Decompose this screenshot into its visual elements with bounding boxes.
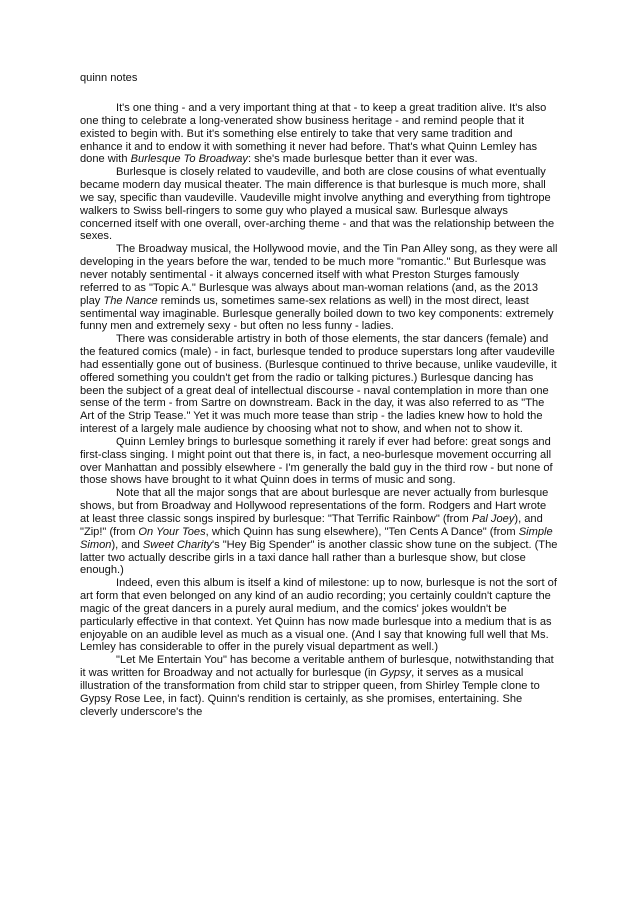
paragraph-text: ), and	[111, 538, 143, 551]
document-title: quinn notes	[80, 72, 138, 84]
paragraph-text: : she's made burlesque better than it ever was.	[247, 153, 478, 166]
italic-title: Simple Simon	[80, 525, 553, 551]
italic-title: The Nance	[103, 294, 158, 307]
italic-title: Burlesque To Broadway	[130, 153, 248, 166]
document-body	[80, 102, 558, 719]
paragraph-text: There was considerable artistry in both of those elements, the star dancers (female) and the featured comics (male) - in fact, burlesque tended to produce superstars long after vaudeville had essentially gone out of business. (Burlesque continued to thrive because, unlike vaudeville, it offered something you couldn't get from the radio or talking pictures.) Burlesque dancing has been the subject of a great deal of intellectual discourse - naval contemplation in more than one sense of the term - from Sartre on downstream. Back in the day, it was also referred to as "The Art of the Strip Tease." Yet it was much more tease than strip - the ladies knew how to hold the interest of a largely male audience by choosing what not to show, and when not to show it.	[80, 333, 557, 436]
paragraph-text: 's "Hey Big Spender" is another classic show tune on the subject. (The latter two actually describe girls in a taxi dance hall rather than a burlesque show, but close enough.)	[80, 538, 558, 577]
paragraph-text: , which Quinn has sung elsewhere), "Ten Cents A Dance" (from	[205, 525, 519, 538]
paragraph-text: Note that all the major songs that are about burlesque are never actually from burlesque shows, but from Broadway and Hollywood representations of the form. Rodgers and Hart wrote at least three classic songs inspired by burlesque: "That Terrific Rainbow" (from	[80, 487, 549, 525]
paragraph	[80, 333, 558, 436]
italic-title: On Your Toes	[138, 525, 206, 538]
paragraph-text: Indeed, even this album is itself a kind of milestone: up to now, burlesque is not the sort of art form that even belonged on any kind of an audio recording; you certainly couldn't capture the magic of the great dancers in a purely aural medium, and the comics' jokes wouldn't be particularly effective in that context. Yet Quinn has now made burlesque into a medium that is as enjoyable on an audible level as much as a visual one. (And I say that knowing full well that Ms. Lemley has considerable to offer in the purely visual department as well.)	[80, 577, 557, 654]
paragraph-text: Quinn Lemley brings to burlesque something it rarely if ever had before: great songs and first-class singing. I might point out that there is, in fact, a neo-burlesque movement occurring all over Manhattan and possibly elsewhere - I'm generally the bald guy in the third row - but none of those shows have brought to it what Quinn does in terms of music and song.	[80, 435, 553, 487]
paragraph	[80, 243, 558, 333]
paragraph	[80, 436, 558, 487]
paragraph	[80, 102, 558, 166]
paragraph-text: ), and "Zip!" (from	[80, 513, 543, 538]
paragraph-text: It's one thing - and a very important thing at that - to keep a great tradition alive. It's also one thing to celebrate a long-venerated show business heritage - and remind people that it existed to begin with. But it's something else entirely to take that very same tradition and enhance it and to endow it with something it never had before. That's what Quinn Lemley has done with	[80, 102, 547, 166]
italic-title: Gypsy	[379, 667, 412, 680]
paragraph-text: "Let Me Entertain You" has become a veritable anthem of burlesque, notwithstanding that it was written for Broadway and not actually for burlesque (in	[80, 654, 554, 680]
paragraph	[80, 654, 558, 718]
paragraph-text: reminds us, sometimes same-sex relations as well) in the most direct, least sentimental way imaginable. Burlesque generally boiled down to two key components: extremely funny men and extremely sexy - but often no less funny - ladies.	[80, 294, 554, 333]
paragraph-text: , it serves as a musical illustration of the transformation from child star to stripper queen, from Shirley Temple clone to Gypsy Rose Lee, in fact). Quinn's rendition is certainly, as she promises, entertaining. She cleverly underscore's the	[80, 667, 540, 718]
italic-title: Pal Joey	[471, 513, 515, 525]
paragraph	[80, 577, 558, 654]
paragraph-text: Burlesque is closely related to vaudeville, and both are close cousins of what eventually became modern day musical theater. The main difference is that burlesque is much more, shall we say, specific than vaudeville. Vaudeville might involve anything and everything from tightrope walkers to Swiss bell-ringers to some guy who played a musical saw. Burlesque always concerned itself with one overall, over-arching theme - and that was the relationship between the sexes.	[80, 166, 555, 243]
paragraph	[80, 166, 558, 243]
italic-title: Sweet Charity	[142, 538, 212, 551]
paragraph-text: The Broadway musical, the Hollywood movie, and the Tin Pan Alley song, as they were all developing in the years before the war, tended to be much more "romantic." But Burlesque was never notably sentimental - it always concerned itself with what Preston Sturges famously referred to as "Topic A." Burlesque was always about man-woman relations (and, as the 2013 play	[80, 243, 558, 307]
paragraph	[80, 487, 558, 577]
